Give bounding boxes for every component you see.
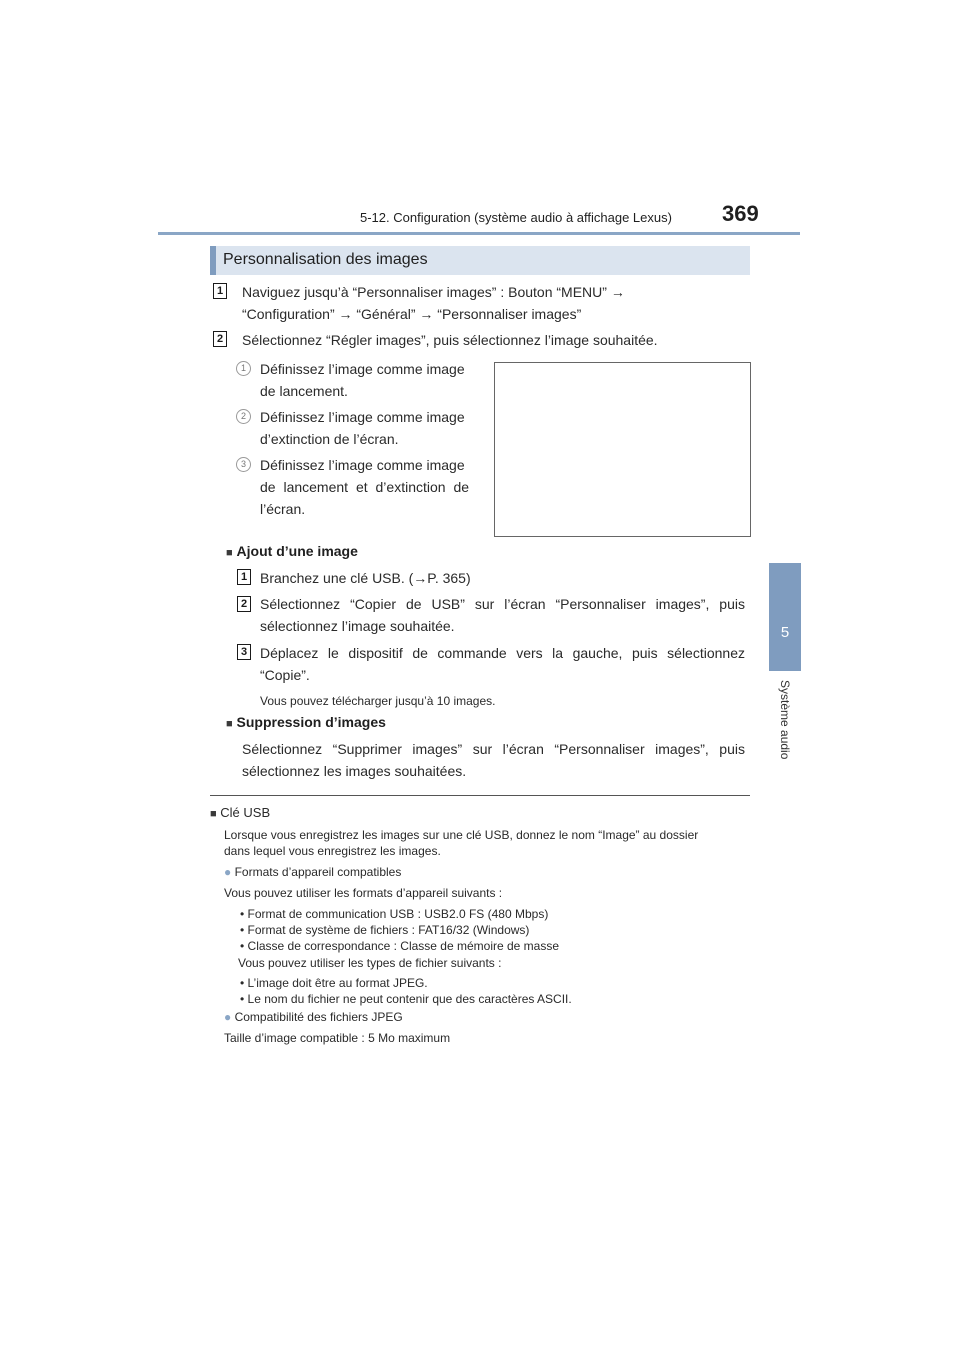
notes-subheading xyxy=(224,1009,403,1025)
step-text xyxy=(260,567,745,589)
notes-heading xyxy=(210,804,270,823)
option-line: d’extinction de l’écran. xyxy=(260,431,399,447)
notes-list-item: • Le nom du fichier ne peut contenir que des caractères ASCII. xyxy=(240,992,572,1006)
step-number: 1 xyxy=(213,283,227,299)
subsection-heading-text: Ajout d’une image xyxy=(236,543,358,559)
notes-list-item: • Classe de correspondance : Classe de mémoire de masse xyxy=(240,939,560,953)
option-text xyxy=(260,406,480,450)
header-rule xyxy=(158,232,800,235)
option-text xyxy=(260,454,480,520)
notes-text: Vous pouvez utiliser les types de fichier suivants : xyxy=(238,956,502,970)
section-header-accent xyxy=(210,246,216,275)
step-number: 3 xyxy=(237,644,251,660)
square-bullet-icon: ■ xyxy=(226,718,233,730)
step-text xyxy=(242,281,747,325)
square-bullet-icon: ■ xyxy=(226,547,233,559)
option-line: Définissez l’image comme image xyxy=(260,409,465,425)
option-line: Définissez l’image comme image xyxy=(260,457,465,473)
text-line: sélectionnez les images souhaitées. xyxy=(242,763,467,779)
step-line: Sélectionnez “Régler images”, puis sélectionnez l’image souhaitée. xyxy=(242,332,658,348)
notes-list xyxy=(240,906,559,954)
step-line: Branchez une clé USB. (→P. 365) xyxy=(260,570,471,586)
chapter-tab xyxy=(769,563,801,671)
step-line: sélectionnez l’image souhaitée. xyxy=(260,618,455,634)
step-number: 1 xyxy=(237,569,251,585)
text-line: Sélectionnez “Supprimer images” sur l’écran “Personnaliser images”, puis xyxy=(242,741,745,757)
notes-subheading xyxy=(224,864,401,880)
step-line: Déplacez le dispositif de commande vers la gauche, puis sélectionnez xyxy=(260,645,745,661)
note-text: Vous pouvez télécharger jusqu’à 10 images. xyxy=(260,694,496,708)
notes-list-item: • L’image doit être au format JPEG. xyxy=(240,976,428,990)
chapter-tab-label: Système audio xyxy=(778,680,792,760)
step-text xyxy=(242,329,747,351)
option-line: de lancement et d’extinction de xyxy=(260,479,470,495)
notes-list xyxy=(240,975,572,1007)
notes-subheading-text: Compatibilité des fichiers JPEG xyxy=(234,1010,403,1024)
step-number: 2 xyxy=(237,596,251,612)
notes-line: Lorsque vous enregistrez les images sur une clé USB, donnez le nom “Image” au dossier xyxy=(224,828,699,842)
option-text xyxy=(260,358,480,402)
round-bullet-icon: ● xyxy=(224,865,232,879)
notes-list-item: • Format de système de fichiers : FAT16/32 (Windows) xyxy=(240,923,530,937)
step-text xyxy=(260,593,745,637)
option-number: 2 xyxy=(236,409,251,424)
option-line: de lancement. xyxy=(260,383,348,399)
screen-illustration xyxy=(494,362,751,537)
option-line: Définissez l’image comme image xyxy=(260,361,465,377)
option-line: l’écran. xyxy=(260,501,306,517)
option-number: 1 xyxy=(236,361,251,376)
notes-subheading-text: Formats d’appareil compatibles xyxy=(234,865,402,879)
notes-line: dans lequel vous enregistrez les images. xyxy=(224,844,441,858)
notes-text xyxy=(224,827,749,859)
option-number: 3 xyxy=(236,457,251,472)
subsection-heading xyxy=(226,711,386,735)
notes-text: Vous pouvez utiliser les formats d’appareil suivants : xyxy=(224,886,503,900)
chapter-tab-number: 5 xyxy=(780,624,790,641)
page-number: 369 xyxy=(722,201,759,226)
chapter-title: 5-12. Configuration (système audio à affichage Lexus) xyxy=(360,210,672,225)
step-text xyxy=(260,642,745,686)
subsection-heading-text: Suppression d’images xyxy=(236,714,386,730)
subsection-text xyxy=(242,738,745,782)
notes-heading-text: Clé USB xyxy=(220,805,271,820)
step-line: Sélectionnez “Copier de USB” sur l’écran “Personnaliser images”, puis xyxy=(260,596,745,612)
notes-list-item: • Format de communication USB : USB2.0 FS (480 Mbps) xyxy=(240,907,549,921)
subsection-heading xyxy=(226,540,358,564)
step-line: “Configuration” → “Général” → “Personnaliser images” xyxy=(242,306,582,322)
step-line: Naviguez jusqu’à “Personnaliser images” : Bouton “MENU” → xyxy=(242,284,625,300)
round-bullet-icon: ● xyxy=(224,1010,232,1024)
notes-text: Taille d’image compatible : 5 Mo maximum xyxy=(224,1031,451,1045)
section-title: Personnalisation des images xyxy=(223,251,428,268)
notes-divider xyxy=(210,795,750,796)
step-line: “Copie”. xyxy=(260,667,310,683)
square-bullet-icon: ■ xyxy=(210,808,217,820)
step-number: 2 xyxy=(213,331,227,347)
